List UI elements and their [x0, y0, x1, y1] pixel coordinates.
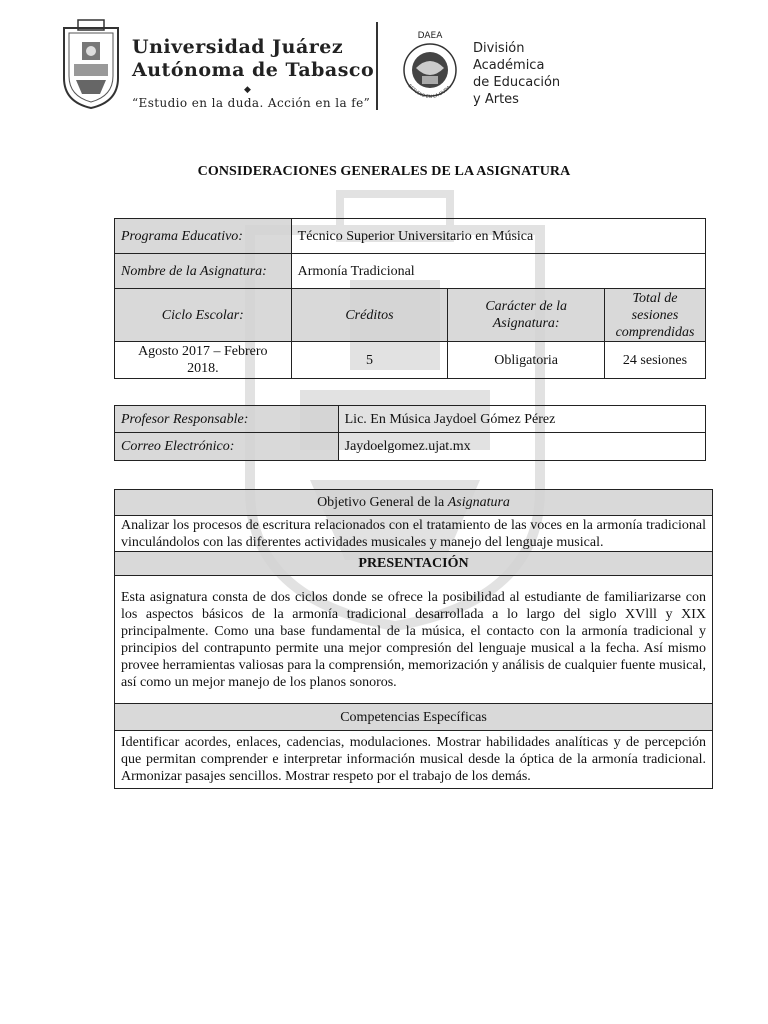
- teacher-value: Lic. En Música Jaydoel Gómez Pérez: [338, 406, 705, 433]
- teacher-info-table: [114, 405, 706, 461]
- university-motto: “Estudio en la duda. Acción en la fe”: [132, 96, 371, 110]
- table-row: [115, 254, 706, 289]
- document-title: CONSIDERACIONES GENERALES DE LA ASIGNATURA: [197, 164, 571, 179]
- objective-text: Analizar los procesos de escritura relacionados con el tratamiento de las voces en la armonía tradicional vinculándolos con las diferentes actividades musicales y manejo del lenguaje musical.: [115, 516, 713, 552]
- presentation-text: Esta asignatura consta de dos ciclos donde se ofrece la posibilidad al estudiante de familiarizarse con los aspectos básicos de la armonía tradicional desarrollada a lo largo del siglo XVlll y XIX principalmente. Como una base fundamental de la música, el contacto con la armonía tradicional y principios del contrapunto permite una mejor compresión del lenguaje musical a la fecha. Así mismo provee herramientas valiosas para la comprensión, memorización y análisis de cualquier fuente musical, así como un mejor manejo de los planos sonoros.: [115, 576, 713, 704]
- presentation-heading: PRESENTACIÓN: [115, 552, 713, 576]
- program-label: Programa Educativo:: [115, 219, 292, 254]
- character-header: Carácter de la Asignatura:: [448, 289, 605, 342]
- table-row: [115, 342, 706, 379]
- subject-value: Armonía Tradicional: [291, 254, 705, 289]
- sessions-value: 24 sesiones: [605, 342, 706, 379]
- email-value: Jaydoelgomez.ujat.mx: [338, 433, 705, 461]
- competencies-text: Identificar acordes, enlaces, cadencias, modulaciones. Mostrar habilidades analíticas y de percepción que permitan comprender e interpretar información musical desde la óptica de la armonía tradicional. Armonizar pasajes sencillos. Mostrar respeto por el trabajo de los demás.: [115, 731, 713, 789]
- competencies-heading: Competencias Específicas: [115, 704, 713, 731]
- university-seal-logo: [60, 18, 122, 110]
- subject-label: Nombre de la Asignatura:: [115, 254, 292, 289]
- email-label: Correo Electrónico:: [115, 433, 339, 461]
- table-row: [115, 576, 713, 704]
- diamond-ornament-icon: ◆: [244, 84, 251, 94]
- division-name: División Académica de Educación y Artes: [473, 41, 561, 107]
- daea-logo: [398, 24, 462, 110]
- cycle-value: Agosto 2017 – Febrero 2018.: [115, 342, 292, 379]
- course-info-table: [114, 218, 706, 379]
- table-row: [115, 490, 713, 516]
- table-row: [115, 406, 706, 433]
- table-row: [115, 219, 706, 254]
- university-name: Universidad Juárez Autónoma de Tabasco: [132, 36, 375, 81]
- teacher-label: Profesor Responsable:: [115, 406, 339, 433]
- credits-value: 5: [291, 342, 448, 379]
- document-header: [60, 18, 710, 118]
- header-divider: [376, 22, 378, 110]
- program-value: Técnico Superior Universitario en Música: [291, 219, 705, 254]
- table-row: [115, 289, 706, 342]
- table-row: [115, 433, 706, 461]
- character-value: Obligatoria: [448, 342, 605, 379]
- objective-heading: Objetivo General de la Asignatura: [115, 490, 713, 516]
- course-description-table: [114, 489, 713, 789]
- credits-header: Créditos: [291, 289, 448, 342]
- table-row: [115, 704, 713, 731]
- cycle-header: Ciclo Escolar:: [115, 289, 292, 342]
- svg-text:DAEA: DAEA: [417, 31, 443, 41]
- sessions-header: Total de sesiones comprendidas: [605, 289, 706, 342]
- table-row: [115, 516, 713, 552]
- table-row: [115, 731, 713, 789]
- svg-text:ESTUDIO EN LA DUDA. ACCIÓN EN: ESTUDIO EN LA DUDA.: [406, 83, 454, 101]
- table-row: [115, 552, 713, 576]
